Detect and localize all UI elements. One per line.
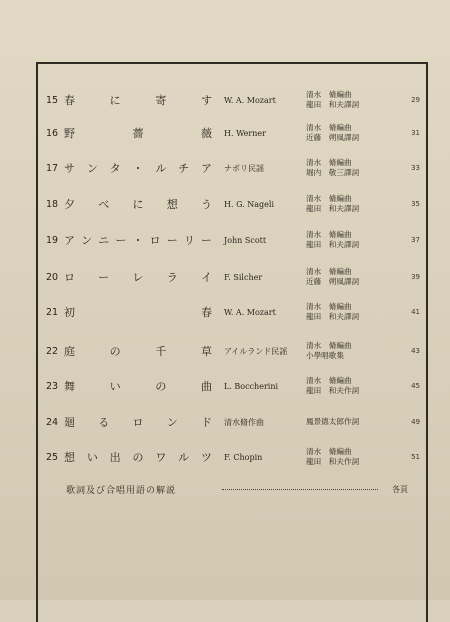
footer-page: 各頁	[392, 484, 408, 494]
toc-entry	[46, 339, 420, 363]
entry-title-char: ロ	[132, 416, 144, 429]
entry-composer: ナポリ民謡	[224, 163, 264, 173]
entry-title-char: ・	[132, 234, 144, 247]
entry-composer: W. A. Mozart	[224, 95, 276, 105]
entry-title-char: の	[132, 451, 144, 464]
entry-title-char: イ	[201, 271, 212, 284]
entry-number: 21	[46, 306, 59, 318]
entry-title	[64, 304, 218, 320]
entry-title-char: ニ	[98, 234, 110, 247]
entry-title	[64, 92, 218, 108]
toc-footer-entry	[66, 481, 408, 497]
entry-title-char: ロ	[149, 234, 161, 247]
entry-title-char: 千	[155, 345, 167, 358]
entry-credits	[306, 158, 398, 178]
entry-credits	[306, 302, 398, 322]
entry-title-char: 初	[64, 306, 75, 319]
entry-page-number: 43	[411, 347, 420, 355]
entry-page-number: 29	[411, 96, 420, 104]
entry-number: 19	[46, 234, 59, 246]
entry-title	[64, 196, 218, 212]
entry-title-char: 春	[201, 306, 212, 319]
entry-title	[64, 232, 218, 248]
entry-credit-line: 清水 脩編曲	[306, 194, 352, 203]
toc-entry	[46, 121, 420, 145]
toc-entry	[46, 265, 420, 289]
entry-credit-line: 清水 脩編曲	[306, 158, 352, 167]
entry-title-char: ー	[166, 234, 178, 247]
entry-number: 23	[46, 380, 59, 392]
entry-title-char: る	[98, 416, 110, 429]
entry-credit-line: 清水 脩編曲	[306, 447, 352, 456]
entry-title-char: サ	[64, 162, 75, 175]
entry-title	[64, 160, 218, 176]
entry-title-char: 想	[64, 451, 75, 464]
entry-number: 15	[46, 94, 59, 106]
entry-composer: W. A. Mozart	[224, 307, 276, 317]
entry-title-char: ア	[200, 162, 212, 175]
entry-title-char: ル	[178, 451, 190, 464]
entry-composer: John Scott	[224, 235, 267, 245]
entry-credit-line: 龍田 和夫作詞	[306, 457, 360, 466]
entry-credits	[306, 123, 398, 143]
entry-credit-line: 清水 脩編曲	[306, 230, 352, 239]
entry-title-char: 廻	[64, 416, 75, 429]
entry-credit-line: 清水 脩編曲	[306, 123, 352, 132]
entry-credits	[306, 267, 398, 287]
entry-title-char: 出	[109, 451, 121, 464]
entry-page-number: 41	[411, 308, 420, 316]
entry-number: 20	[46, 271, 59, 283]
entry-title	[64, 449, 218, 465]
toc-entry	[46, 88, 420, 112]
entry-title-char: ー	[115, 234, 127, 247]
entry-title-char: 想	[166, 198, 178, 211]
entry-number: 17	[46, 162, 59, 174]
entry-composer: L. Boccherini	[224, 381, 279, 391]
entry-title-char: 舞	[64, 380, 75, 393]
entry-credit-line: 小學唱歌集	[306, 351, 344, 360]
entry-page-number: 49	[411, 418, 420, 426]
entry-credits	[306, 376, 398, 396]
footer-title: 歌詞及び合唱用語の解説	[66, 485, 177, 496]
entry-title-char: ツ	[200, 451, 212, 464]
entry-number: 18	[46, 198, 59, 210]
entry-title-char: の	[155, 380, 167, 393]
toc-entry	[46, 228, 420, 252]
entry-credit-line: 清水 脩編曲	[306, 267, 352, 276]
entry-title-char: ド	[201, 416, 212, 429]
entry-composer: H. Werner	[224, 128, 266, 138]
entry-title-char: に	[109, 94, 121, 107]
entry-credit-line: 清水 脩編曲	[306, 90, 352, 99]
entry-title-char: い	[109, 380, 121, 393]
entry-credit-line: 清水 脩編曲	[306, 376, 352, 385]
entry-composer: アイルランド民謡	[224, 346, 288, 356]
entry-title-char: ラ	[166, 271, 178, 284]
entry-credit-line: 近藤 朔風譯詞	[306, 277, 360, 286]
entry-page-number: 35	[411, 200, 420, 208]
entry-credits	[306, 90, 398, 110]
entry-title-char: リ	[183, 234, 195, 247]
entry-page-number: 51	[411, 453, 420, 461]
entry-title-char: チ	[178, 162, 190, 175]
entry-title-char: ・	[132, 162, 144, 175]
entry-credits	[306, 447, 398, 467]
entry-title-char: べ	[98, 198, 110, 211]
entry-title-char: ン	[86, 162, 98, 175]
entry-title-char: す	[200, 94, 212, 107]
entry-title-char: タ	[109, 162, 121, 175]
toc-entry	[46, 374, 420, 398]
entry-credit-line: 龍田 和夫作詞	[306, 386, 360, 395]
entry-credit-line: 清水 脩編曲	[306, 341, 352, 350]
entry-title-char: ア	[64, 234, 75, 247]
entry-title-char: 曲	[200, 380, 212, 393]
entry-title-char: ワ	[155, 451, 167, 464]
entry-title-char: ル	[155, 162, 167, 175]
entry-title-char: ー	[201, 234, 212, 247]
entry-title-char: 草	[200, 345, 212, 358]
entry-title-char: 薔	[132, 127, 144, 140]
toc-entry	[46, 410, 420, 434]
entry-number: 22	[46, 345, 59, 357]
toc-entry	[46, 445, 420, 469]
entry-credit-line: 清水 脩編曲	[306, 302, 352, 311]
entry-title	[64, 378, 218, 394]
entry-title	[64, 414, 218, 430]
entry-credit-line: 鳳景德太郎作詞	[306, 417, 360, 426]
entry-credit-line: 龍田 和夫譯詞	[306, 240, 360, 249]
entry-page-number: 39	[411, 273, 420, 281]
entry-title-char: ン	[166, 416, 178, 429]
entry-title-char: 夕	[64, 198, 75, 211]
entry-title-char: ー	[98, 271, 110, 284]
entry-title-char: ン	[81, 234, 93, 247]
dot-leader	[222, 489, 378, 490]
entry-credit-line: 堀内 敬三譯詞	[306, 168, 360, 177]
entry-credit-line: 龍田 和夫譯詞	[306, 312, 360, 321]
entry-composer: F. Silcher	[224, 272, 263, 282]
entry-credits	[306, 341, 398, 361]
toc-entry	[46, 300, 420, 324]
entry-title-char: レ	[132, 271, 144, 284]
entry-title	[64, 269, 218, 285]
entry-title-char: に	[132, 198, 144, 211]
entry-page-number: 33	[411, 164, 420, 172]
entry-number: 24	[46, 416, 59, 428]
entry-title-char: ロ	[64, 271, 75, 284]
entry-credits	[306, 230, 398, 250]
entry-title-char: 薇	[201, 127, 212, 140]
entry-credit-line: 近藤 朔風譯詞	[306, 133, 360, 142]
entry-number: 16	[46, 127, 59, 139]
entry-page-number: 31	[411, 129, 420, 137]
entry-page-number: 37	[411, 236, 420, 244]
entry-page-number: 45	[411, 382, 420, 390]
entry-title-char: 春	[64, 94, 75, 107]
entry-credit-line: 龍田 和夫譯詞	[306, 204, 360, 213]
entry-credits	[306, 194, 398, 214]
entry-composer: H. G. Nageli	[224, 199, 274, 209]
entry-composer: 清水脩作曲	[224, 417, 264, 427]
entry-title-char: う	[201, 198, 212, 211]
toc-entry	[46, 156, 420, 180]
entry-title-char: の	[109, 345, 121, 358]
entry-credits	[306, 417, 398, 427]
entry-title	[64, 125, 218, 141]
entry-composer: F. Chopin	[224, 452, 263, 462]
entry-title-char: い	[86, 451, 98, 464]
entry-title	[64, 343, 218, 359]
entry-number: 25	[46, 451, 59, 463]
entry-title-char: 野	[64, 127, 75, 140]
entry-title-char: 庭	[64, 345, 75, 358]
toc-entry	[46, 192, 420, 216]
entry-credit-line: 龍田 和夫譯詞	[306, 100, 360, 109]
entry-title-char: 寄	[155, 94, 167, 107]
